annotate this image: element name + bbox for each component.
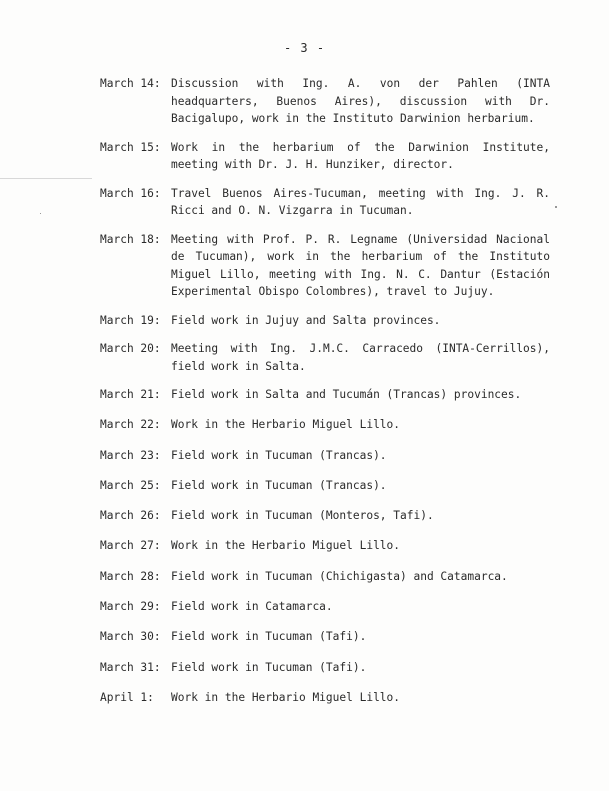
entry-date: March 26: <box>100 509 161 523</box>
scan-speck <box>40 213 41 214</box>
entry-text: Field work in Tucuman (Tafi). <box>171 630 367 644</box>
itinerary-entry <box>100 598 550 616</box>
entry-date: March 22: <box>100 418 161 432</box>
itinerary-entry <box>100 447 550 465</box>
entry-text: Field work in Tucuman (Trancas). <box>171 448 387 462</box>
entry-text: Travel Buenos Aires-Tucuman, meeting with Ing. J. R. Ricci and O. N. Vizgarra in Tucuman. <box>171 186 550 217</box>
entry-text: Meeting with Prof. P. R. Legname (Universidad Nacional de Tucuman), work in the herbarium of the Instituto Miguel Lillo, meeting with Ing. N. C. Dantur (Estación Experimental Obispo Colombres), travel to Jujuy. <box>171 232 550 298</box>
itinerary-entry <box>100 340 550 375</box>
itinerary-list <box>100 75 550 706</box>
entry-text: Field work in Tucuman (Monteros, Tafi). <box>171 509 434 523</box>
entry-date: March 16: <box>100 186 161 200</box>
scan-mark-line <box>0 178 92 179</box>
entry-text: Meeting with Ing. J.M.C. Carracedo (INTA-Cerrillos), field work in Salta. <box>171 342 550 373</box>
itinerary-entry <box>100 139 550 174</box>
entry-text: Work in the Herbario Miguel Lillo. <box>171 418 401 432</box>
entry-date: March 21: <box>100 388 161 401</box>
entry-text: Field work in Tucuman (Chichigasta) and Catamarca. <box>171 569 508 583</box>
entry-text: Field work in Jujuy and Salta provinces. <box>171 313 441 327</box>
entry-date: April 1: <box>100 690 154 704</box>
itinerary-entry <box>100 659 550 677</box>
itinerary-entry <box>100 628 550 646</box>
entry-date: March 30: <box>100 630 161 644</box>
entry-text: Work in the Herbario Miguel Lillo. <box>171 690 401 704</box>
entry-text: Field work in Salta and Tucumán (Trancas) provinces. <box>171 388 522 401</box>
entry-date: March 31: <box>100 660 161 674</box>
itinerary-entry <box>100 416 550 434</box>
entry-text: Work in the herbarium of the Darwinion Institute, meeting with Dr. J. H. Hunziker, director. <box>171 140 550 171</box>
itinerary-entry <box>100 185 550 220</box>
entry-date: March 25: <box>100 478 161 492</box>
entry-text: Field work in Tucuman (Trancas). <box>171 478 387 492</box>
itinerary-entry <box>100 386 550 404</box>
entry-date: March 27: <box>100 539 161 553</box>
entry-text: Field work in Catamarca. <box>171 600 333 614</box>
itinerary-entry <box>100 75 550 128</box>
entry-text: Work in the Herbario Miguel Lillo. <box>171 539 401 553</box>
entry-date: March 29: <box>100 600 161 614</box>
entry-text: Discussion with Ing. A. von der Pahlen (INTA headquarters, Buenos Aires), discussion with Dr. Bacigalupo, work in the Instituto Darwinion herbarium. <box>171 77 550 125</box>
itinerary-entry <box>100 312 550 330</box>
entry-date: March 18: <box>100 232 161 246</box>
entry-date: March 19: <box>100 313 161 327</box>
scan-speck <box>555 206 557 208</box>
itinerary-entry <box>100 231 550 301</box>
itinerary-entry <box>100 507 550 525</box>
itinerary-entry <box>100 537 550 555</box>
page-number: - 3 - <box>283 41 326 55</box>
entry-date: March 20: <box>100 342 161 355</box>
entry-date: March 28: <box>100 569 161 583</box>
entry-date: March 15: <box>100 140 161 154</box>
entry-date: March 23: <box>100 448 161 462</box>
entry-text: Field work in Tucuman (Tafi). <box>171 660 367 674</box>
entry-date: March 14: <box>100 77 161 90</box>
itinerary-entry <box>100 477 550 495</box>
itinerary-entry <box>100 568 550 586</box>
itinerary-entry <box>100 689 550 707</box>
